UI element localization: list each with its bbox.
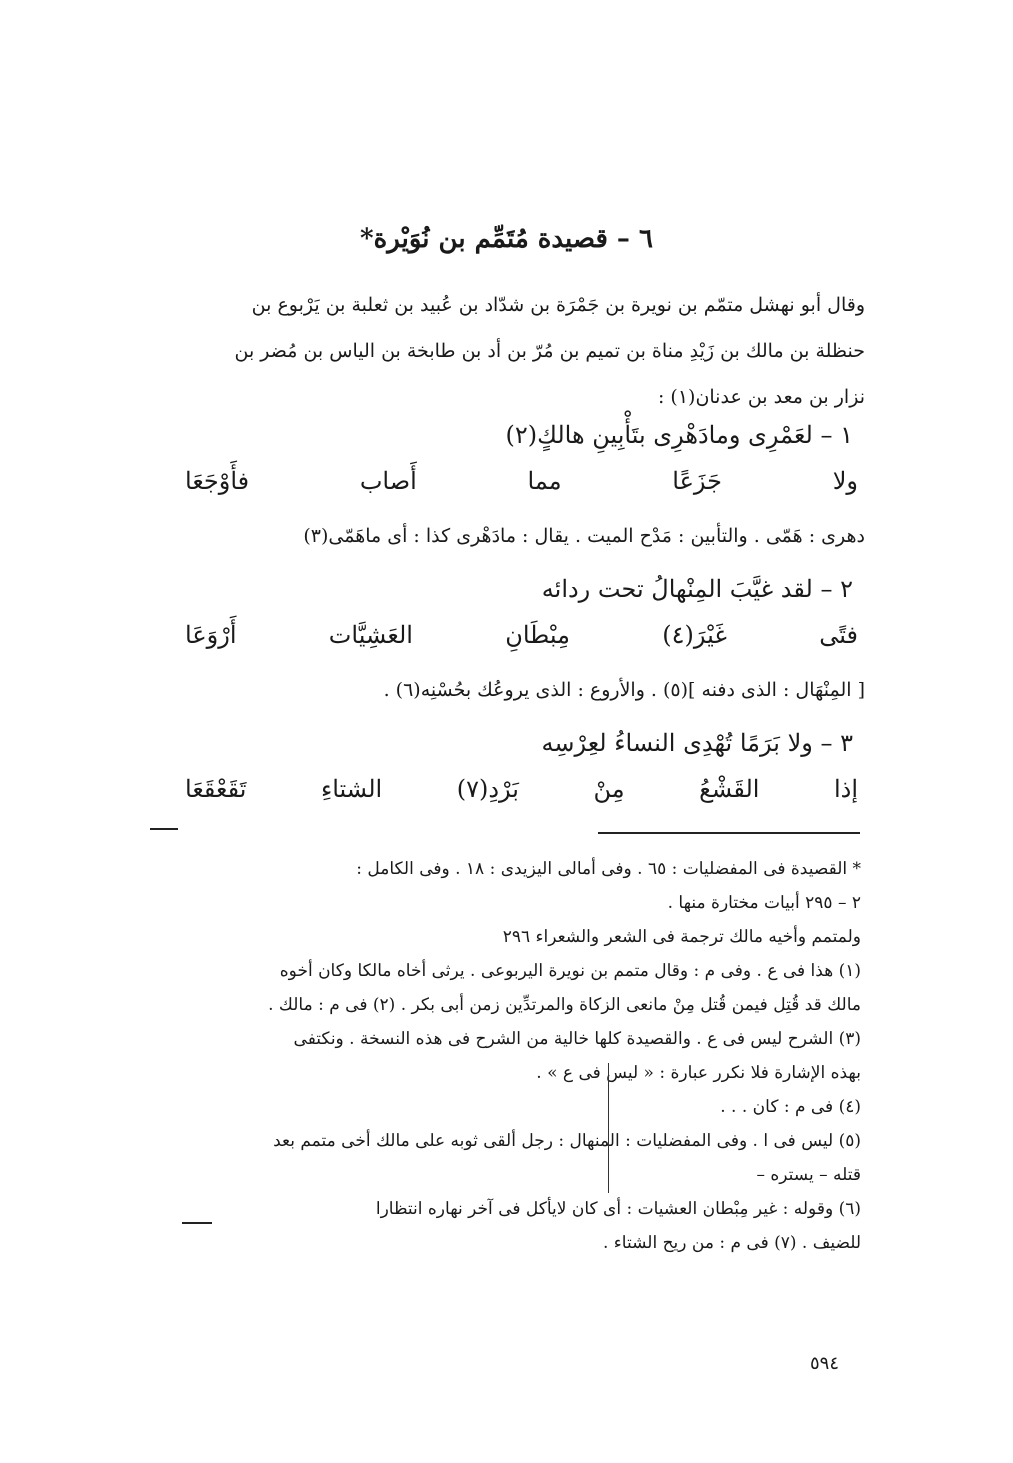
footnote-line: (٦) وقوله : غير مِبْطان العشيات : أى كان لايأكل فى آخر نهاره انتظارا: [375, 1199, 861, 1219]
intro-paragraph: [145, 282, 865, 420]
verse-1-second-hemistich: ولا جَزَعًا مما أَصاب فأَوْجَعَا: [185, 467, 858, 495]
margin-mark: [150, 828, 178, 830]
intro-line: نزار بن معد بن عدنان(١) :: [657, 386, 865, 408]
footnote-line: (١) هذا فى ع . وفى م : وقال متمم بن نويرة اليربوعى . يرثى أخاه مالكا وكان أخوه: [279, 961, 861, 981]
scan-artifact-line: [608, 1063, 609, 1193]
footnote-line: قتله – يستره –: [756, 1165, 861, 1185]
footnote-line: (٣) الشرح ليس فى ع . والقصيدة كلها خالية من الشرح فى هذه النسخة . ونكتفى: [293, 1029, 861, 1049]
commentary-note: [ المِنْهَال : الذى دفنه ](٥) . والأروع : الذى يروعُك بحُسْنِه(٦) .: [383, 679, 865, 701]
footnote-separator: [598, 832, 860, 834]
verse-2-first-hemistich: ٢ – لقد غيَّبَ المِنْهالُ تحت ردائه: [541, 575, 853, 603]
page-number: ٥٩٤: [810, 1353, 840, 1374]
verse-3-first-hemistich: ٣ – ولا بَرَمًا تُهْدِى النساءُ لعِرْسِه: [541, 729, 853, 757]
footnote-line: * القصيدة فى المفضليات : ٦٥ . وفى أمالى اليزيدى : ١٨ . وفى الكامل :: [356, 859, 861, 879]
footnote-line: (٤) فى م : كان . . .: [720, 1097, 861, 1117]
verse-2-second-hemistich: فتًى غَيْرَ(٤) مِبْطَانِ العَشِيَّات أَرْوَعَا: [185, 621, 858, 649]
poem-title: ٦ – قصيدة مُتَمِّم بن نُوَيْرة*: [360, 224, 653, 254]
margin-mark: [182, 1222, 212, 1224]
footnote-line: بهذه الإشارة فلا نكرر عبارة : « ليس فى ع » .: [536, 1063, 861, 1083]
verse-1-first-hemistich: ١ – لعَمْرِى ومادَهْرِى بتَأْبِينِ هالكٍ(٢): [505, 421, 853, 449]
footnote-line: ٢ – ٢٩٥ أبيات مختارة منها .: [667, 893, 861, 913]
verse-3-second-hemistich: إذا القَشْعُ مِنْ بَرْدِ(٧) الشتاءِ تَقَعْقَعَا: [185, 775, 859, 803]
footnote-line: (٥) ليس فى ا . وفى المفضليات : المنهال : رجل ألقى ثوبه على مالك أخى متمم بعد: [273, 1131, 861, 1151]
intro-line: حنظلة بن مالك بن زَيْدِ مناة بن تميم بن مُرّ بن أد بن طابخة بن الياس بن مُضر بن: [234, 340, 865, 362]
commentary-note: دهرى : هَمّى . والتأبين : مَدْح الميت . يقال : مادَهْرى كذا : أى ماهَمّى(٣): [303, 525, 865, 547]
footnote-line: ولمتمم وأخيه مالك ترجمة فى الشعر والشعراء ٢٩٦: [502, 927, 861, 947]
footnotes: [149, 852, 861, 1260]
footnote-line: مالك قد قُتِل فيمن قُتل مِنْ مانعى الزكاة والمرتدِّين زمن أبى بكر . (٢) فى م : مالك .: [268, 995, 861, 1015]
intro-line: وقال أبو نهشل متمّم بن نويرة بن جَمْرَة بن شدّاد بن عُبيد بن ثعلبة بن يَرْبوع بن: [251, 294, 865, 316]
footnote-line: للضيف . (٧) فى م : من ريح الشتاء .: [602, 1233, 861, 1253]
